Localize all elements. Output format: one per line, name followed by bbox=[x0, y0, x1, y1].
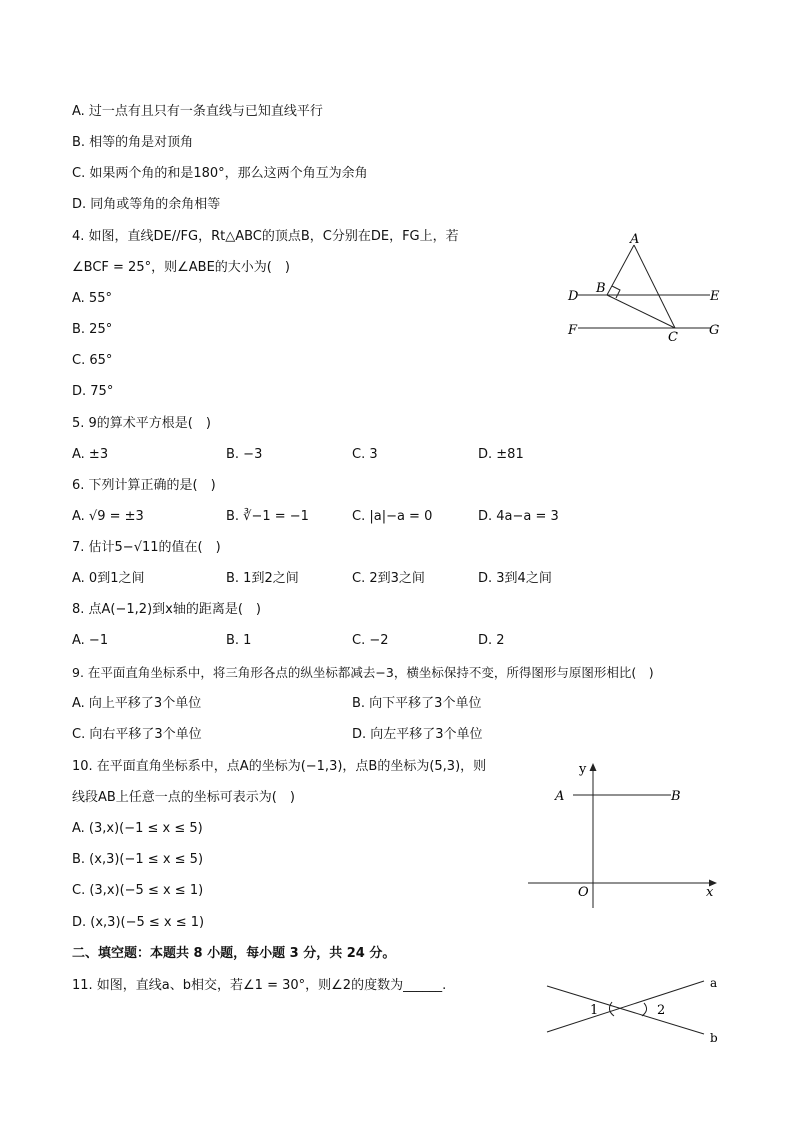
q10-option-c: C. (3,x)(−5 ≤ x ≤ 1) bbox=[72, 883, 204, 898]
label-x: x bbox=[706, 885, 714, 900]
q11-stem: 11. 如图，直线a、b相交，若∠1 = 30°，则∠2的度数为______. bbox=[72, 978, 447, 993]
label-angle-2: 2 bbox=[657, 1003, 666, 1018]
q4-option-a: A. 55° bbox=[72, 291, 112, 306]
q3-option-c: C. 如果两个角的和是180°，那么这两个角互为余角 bbox=[72, 166, 368, 181]
q10-option-d: D. (x,3)(−5 ≤ x ≤ 1) bbox=[72, 915, 205, 930]
q8-option-a: A. −1 bbox=[72, 633, 109, 648]
segment-ab bbox=[607, 245, 634, 295]
q9-option-c: C. 向右平移了3个单位 bbox=[72, 727, 202, 742]
q8-option-d: D. 2 bbox=[478, 633, 505, 648]
q6-option-b: B. ∛−1 = −1 bbox=[226, 509, 309, 524]
q7-option-b: B. 1到2之间 bbox=[226, 571, 299, 586]
q3-option-d: D. 同角或等角的余角相等 bbox=[72, 197, 221, 212]
q9-stem: 9. 在平面直角坐标系中，将三角形各点的纵坐标都减去−3，横坐标保持不变，所得图形与原图形相比( ) bbox=[72, 665, 654, 680]
q10-stem-line2: 线段AB上任意一点的坐标可表示为( ) bbox=[72, 790, 295, 805]
label-d: D bbox=[568, 289, 579, 304]
segment-ac bbox=[634, 245, 675, 328]
q5-option-d: D. ±81 bbox=[478, 447, 524, 462]
label-angle-1: 1 bbox=[590, 1003, 599, 1018]
q5-option-c: C. 3 bbox=[352, 447, 378, 462]
angle-2-arc bbox=[642, 1003, 647, 1016]
q9-option-a: A. 向上平移了3个单位 bbox=[72, 696, 202, 711]
q5-option-a: A. ±3 bbox=[72, 447, 109, 462]
q6-option-c: C. |a|−a = 0 bbox=[352, 509, 433, 524]
segment-bc bbox=[607, 295, 675, 328]
q7-option-a: A. 0到1之间 bbox=[72, 571, 145, 586]
label-b: B bbox=[671, 789, 681, 804]
label-g: G bbox=[709, 323, 720, 338]
q4-stem-line1: 4. 如图，直线DE//FG，Rt△ABC的顶点B，C分别在DE，FG上，若 bbox=[72, 229, 459, 244]
label-c: C bbox=[668, 330, 678, 345]
q5-stem: 5. 9的算术平方根是( ) bbox=[72, 416, 211, 431]
q8-stem: 8. 点A(−1,2)到x轴的距离是( ) bbox=[72, 602, 261, 617]
q7-option-c: C. 2到3之间 bbox=[352, 571, 425, 586]
label-f: F bbox=[568, 323, 578, 338]
q4-option-b: B. 25° bbox=[72, 322, 113, 337]
q3-option-a: A. 过一点有且只有一条直线与已知直线平行 bbox=[72, 104, 323, 119]
label-a: A bbox=[555, 789, 565, 804]
line-a bbox=[547, 981, 704, 1032]
q10-stem-line1: 10. 在平面直角坐标系中，点A的坐标为(−1,3)，点B的坐标为(5,3)，则 bbox=[72, 759, 487, 774]
q6-option-d: D. 4a−a = 3 bbox=[478, 509, 559, 524]
line-b bbox=[547, 986, 704, 1034]
angle-1-arc bbox=[609, 1002, 614, 1016]
label-a: a bbox=[710, 976, 718, 990]
q10-option-b: B. (x,3)(−1 ≤ x ≤ 5) bbox=[72, 852, 204, 867]
q6-option-a: A. √9 = ±3 bbox=[72, 509, 144, 524]
q6-stem: 6. 下列计算正确的是( ) bbox=[72, 478, 216, 493]
label-a: A bbox=[630, 232, 640, 247]
right-angle-mark bbox=[612, 286, 620, 298]
label-y: y bbox=[579, 762, 587, 777]
q10-figure bbox=[525, 758, 725, 913]
q9-option-b: B. 向下平移了3个单位 bbox=[352, 696, 482, 711]
q10-option-a: A. (3,x)(−1 ≤ x ≤ 5) bbox=[72, 821, 203, 836]
q4-option-d: D. 75° bbox=[72, 384, 114, 399]
y-axis-arrow bbox=[590, 763, 597, 771]
q7-option-d: D. 3到4之间 bbox=[478, 571, 552, 586]
q8-option-b: B. 1 bbox=[226, 633, 252, 648]
q4-figure bbox=[560, 228, 730, 348]
label-b: B bbox=[596, 281, 606, 296]
label-e: E bbox=[710, 289, 720, 304]
label-o: O bbox=[578, 885, 589, 900]
label-b: b bbox=[710, 1031, 718, 1045]
q4-option-c: C. 65° bbox=[72, 353, 113, 368]
q5-option-b: B. −3 bbox=[226, 447, 263, 462]
section2-heading: 二、填空题：本题共 8 小题，每小题 3 分，共 24 分。 bbox=[72, 946, 396, 961]
q7-stem: 7. 估计5−√11的值在( ) bbox=[72, 540, 221, 555]
q8-option-c: C. −2 bbox=[352, 633, 389, 648]
q3-option-b: B. 相等的角是对顶角 bbox=[72, 135, 194, 150]
q9-option-d: D. 向左平移了3个单位 bbox=[352, 727, 483, 742]
q4-stem-line2: ∠BCF = 25°，则∠ABE的大小为( ) bbox=[72, 260, 290, 275]
q11-figure bbox=[540, 970, 730, 1050]
